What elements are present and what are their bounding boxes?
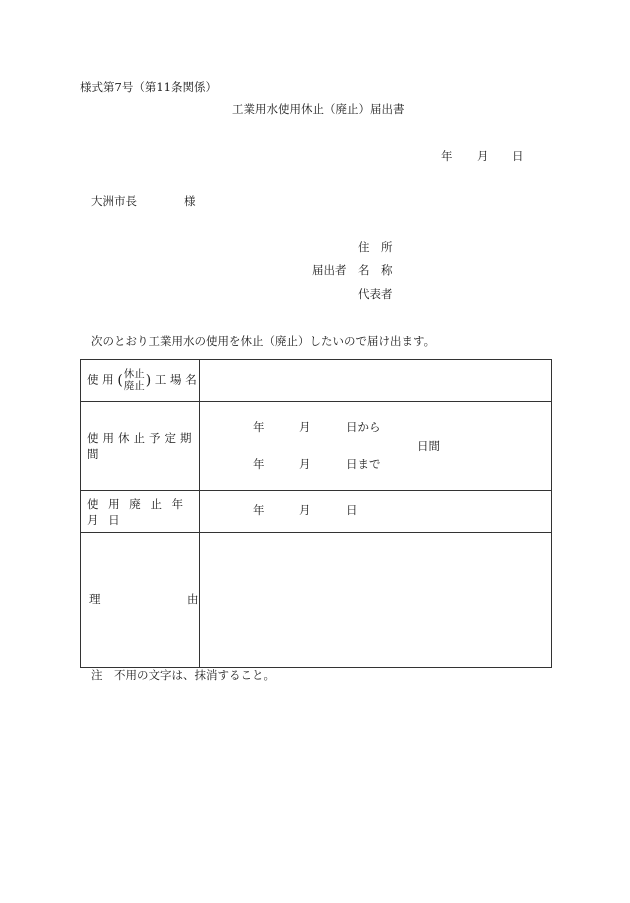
representative-label: 代表者 xyxy=(358,287,393,301)
factory-label-suffix: 工 場 名 xyxy=(154,372,197,387)
abolish-year: 年 xyxy=(253,503,265,517)
factory-label-prefix: 使 用 xyxy=(87,372,114,387)
reason-field[interactable] xyxy=(200,533,552,668)
period-days: 日間 xyxy=(417,439,440,453)
factory-name-label xyxy=(81,360,200,402)
company-name-label: 名 称 xyxy=(358,263,393,277)
date-day-label: 日 xyxy=(512,149,524,163)
abolish-date-field[interactable] xyxy=(200,491,552,533)
date-year-label: 年 xyxy=(441,149,453,163)
document-title: 工業用水使用休止（廃止）届出書 xyxy=(232,102,405,116)
factory-name-row xyxy=(81,360,552,402)
factory-name-field[interactable] xyxy=(200,360,552,402)
stack-suspend: 休止 xyxy=(123,367,145,380)
abolish-date-row xyxy=(81,491,552,533)
suspension-period-label: 使用休止予定期間 xyxy=(81,402,200,491)
addressee-name: 大洲市長 xyxy=(91,194,137,208)
abolish-month: 月 xyxy=(299,503,311,517)
intro-text: 次のとおり工業用水の使用を休止（廃止）したいので届け出ます。 xyxy=(91,334,436,348)
period-end-year: 年 xyxy=(253,457,265,471)
reason-label-left: 理 xyxy=(89,592,101,606)
addressee-honorific: 様 xyxy=(184,194,196,208)
paren-open: ( xyxy=(117,372,123,389)
period-start-day: 日から xyxy=(346,420,381,434)
reason-label xyxy=(81,533,200,668)
paren-close: ) xyxy=(145,372,152,389)
period-end-month: 月 xyxy=(299,457,311,471)
abolish-date-label: 使 用 廃 止 年 月 日 xyxy=(81,491,200,533)
period-end-day: 日まで xyxy=(346,457,381,471)
suspension-period-field[interactable] xyxy=(200,402,552,491)
form-table xyxy=(80,359,552,668)
abolish-day: 日 xyxy=(346,503,358,517)
period-start-year: 年 xyxy=(253,420,265,434)
address-label: 住 所 xyxy=(358,240,393,254)
period-start-month: 月 xyxy=(299,420,311,434)
footnote: 注 不用の文字は、抹消すること。 xyxy=(91,668,275,682)
applicant-role-label: 届出者 xyxy=(312,263,347,277)
form-number: 様式第7号（第11条関係） xyxy=(80,80,217,94)
date-month-label: 月 xyxy=(477,149,489,163)
reason-row xyxy=(81,533,552,668)
suspend-abolish-stack xyxy=(124,369,145,392)
suspension-period-row xyxy=(81,402,552,491)
reason-label-right: 由 xyxy=(187,592,199,606)
stack-abolish: 廃止 xyxy=(123,379,145,392)
